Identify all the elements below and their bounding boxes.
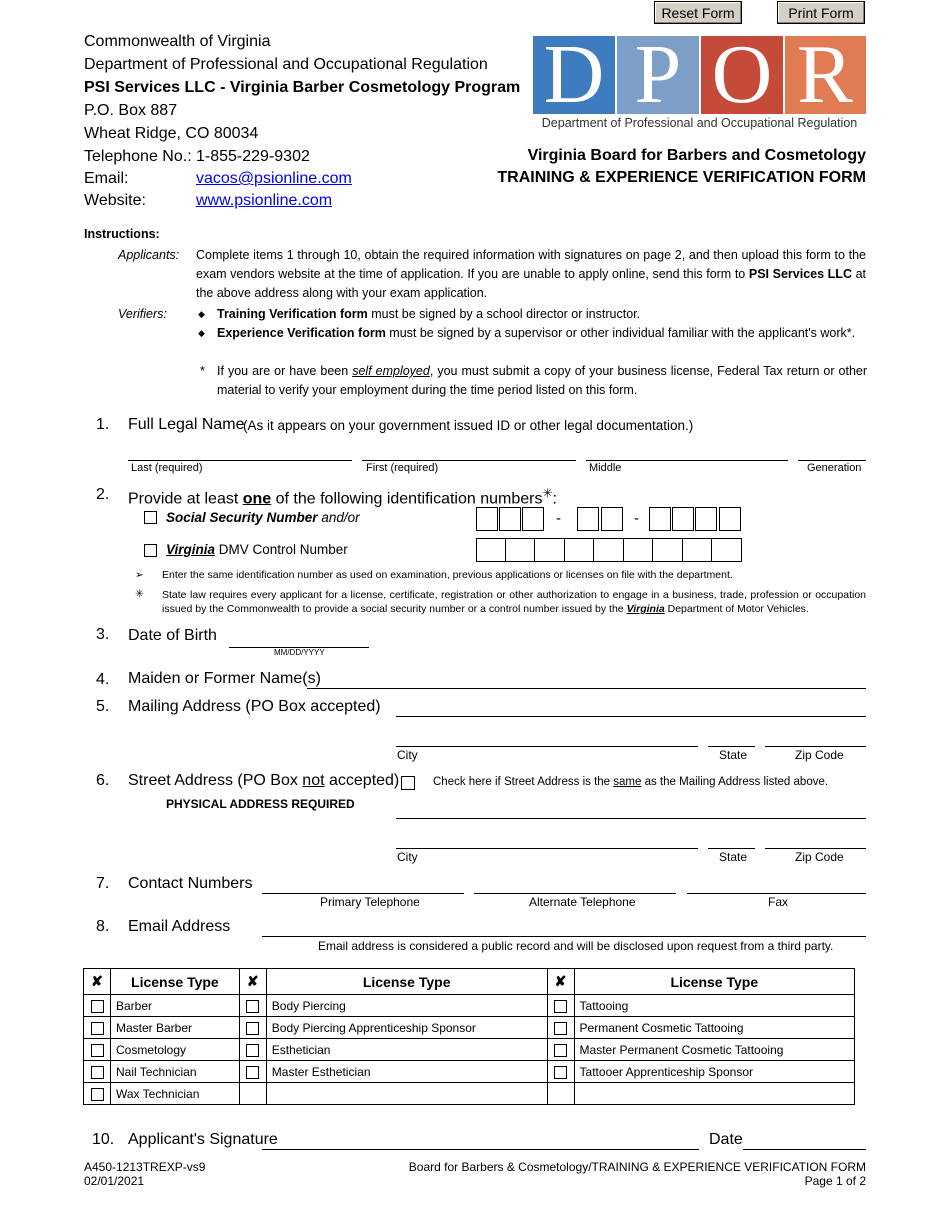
ssn-digit[interactable] — [695, 507, 717, 531]
ssn-digit[interactable] — [577, 507, 599, 531]
header-po-box: P.O. Box 887 — [84, 102, 178, 119]
license-checkbox[interactable] — [91, 1044, 104, 1057]
last-name-field[interactable] — [128, 460, 352, 461]
header-phone: 1-855-229-9302 — [196, 148, 310, 165]
ssn-label: Social Security Number and/or — [166, 510, 360, 525]
q7-number: 7. — [96, 875, 110, 892]
last-name-caption: Last (required) — [131, 462, 203, 474]
license-type-table — [83, 968, 855, 1105]
dpor-logo — [533, 36, 866, 114]
svg-text:P: P — [634, 36, 682, 114]
footer-form-name: Board for Barbers & Cosmetology/TRAINING & EXPERIENCE VERIFICATION FORM — [408, 1160, 866, 1174]
q7-label: Contact Numbers — [128, 875, 253, 892]
street-address-field[interactable] — [396, 818, 866, 819]
dmv-digit[interactable] — [505, 538, 535, 562]
street-city-field[interactable] — [396, 848, 698, 849]
ssn-dash: - — [556, 510, 561, 527]
q10-label: Applicant's Signature — [128, 1131, 278, 1148]
page-number: Page 1 of 2 — [804, 1174, 866, 1188]
dmv-digit[interactable] — [711, 538, 742, 562]
license-type-header: License Type — [574, 969, 854, 995]
svg-text:O: O — [711, 36, 773, 114]
form-code: A450-1213TREXP-vs9 — [84, 1160, 206, 1174]
license-option: Wax Technician — [111, 1083, 240, 1105]
license-checkbox[interactable] — [246, 1022, 259, 1035]
email-field[interactable] — [262, 936, 866, 937]
mailing-street-field[interactable] — [396, 716, 866, 717]
license-option: Nail Technician — [111, 1061, 240, 1083]
license-type-header: License Type — [266, 969, 547, 995]
signature-field[interactable] — [262, 1149, 699, 1150]
license-checkbox[interactable] — [554, 1044, 567, 1057]
dmv-checkbox[interactable] — [144, 544, 157, 557]
license-option: Body Piercing — [266, 995, 547, 1017]
street-state-caption: State — [719, 850, 748, 864]
license-option: Barber — [111, 995, 240, 1017]
q2-label: Provide at least one of the following identification numbers✳: — [128, 486, 557, 508]
license-checkbox[interactable] — [91, 1000, 104, 1013]
q4-label: Maiden or Former Name(s) — [128, 670, 321, 687]
header-website-link[interactable]: www.psionline.com — [196, 192, 333, 209]
applicants-text: Complete items 1 through 10, obtain the required information with signatures on page 2, and then upload this form to the exam vendors website at the time of application. If you are unable to apply online, send this form to PSI Services LLC at the above address along with your exam application. — [196, 248, 867, 300]
mailing-state-caption: State — [719, 748, 748, 762]
first-name-caption: First (required) — [366, 462, 439, 474]
license-checkbox[interactable] — [91, 1022, 104, 1035]
street-state-field[interactable] — [708, 848, 755, 849]
instructions-heading: Instructions: — [84, 227, 160, 241]
ssn-checkbox[interactable] — [144, 511, 157, 524]
q2-note1: Enter the same identification number as used on examination, previous applications or licenses on file with the department. — [162, 569, 733, 581]
ssn-dash: - — [634, 510, 639, 527]
license-option: Body Piercing Apprenticeship Sponsor — [266, 1017, 547, 1039]
svg-text:R: R — [796, 36, 854, 114]
q5-label: Mailing Address (PO Box accepted) — [128, 698, 381, 715]
ssn-digit[interactable] — [672, 507, 694, 531]
asterisk-icon: * — [200, 364, 205, 378]
generation-field[interactable] — [798, 460, 866, 461]
street-zip-field[interactable] — [765, 848, 866, 849]
applicants-label: Applicants: — [118, 248, 180, 262]
license-checkbox[interactable] — [91, 1066, 104, 1079]
board-title: Virginia Board for Barbers and Cosmetology — [527, 147, 866, 164]
dmv-label: Virginia DMV Control Number — [166, 542, 348, 557]
license-checkbox[interactable] — [246, 1066, 259, 1079]
q3-number: 3. — [96, 626, 110, 643]
q4-number: 4. — [96, 671, 110, 688]
verifiers-label: Verifiers: — [118, 307, 167, 321]
q5-number: 5. — [96, 698, 110, 715]
dob-hint: MM/DD/YYYY — [274, 648, 325, 657]
header-email-link[interactable]: vacos@psionline.com — [196, 170, 352, 187]
ssn-digit[interactable] — [499, 507, 521, 531]
header-commonwealth: Commonwealth of Virginia — [84, 33, 271, 50]
verifier-experience: Experience Verification form must be signed by a supervisor or other individual familiar with the applicant's work*. — [217, 326, 856, 340]
street-city-caption: City — [397, 850, 418, 864]
license-option: Cosmetology — [111, 1039, 240, 1061]
bullet-diamond-icon: ◆ — [198, 328, 205, 338]
dmv-digit[interactable] — [564, 538, 594, 562]
q3-label: Date of Birth — [128, 627, 217, 644]
license-option: Tattooing — [574, 995, 854, 1017]
ssn-digit[interactable] — [601, 507, 623, 531]
ssn-digit[interactable] — [522, 507, 544, 531]
mailing-city-field[interactable] — [396, 746, 698, 747]
form-title: TRAINING & EXPERIENCE VERIFICATION FORM — [497, 169, 866, 186]
alternate-phone-caption: Alternate Telephone — [529, 895, 636, 909]
license-option: Tattooer Apprenticeship Sponsor — [574, 1061, 854, 1083]
arrow-bullet-icon: ➢ — [135, 569, 144, 581]
footer-left — [84, 1160, 205, 1188]
middle-name-caption: Middle — [589, 462, 622, 474]
license-option: Master Barber — [111, 1017, 240, 1039]
q8-label: Email Address — [128, 918, 231, 935]
primary-phone-caption: Primary Telephone — [320, 895, 420, 909]
physical-address-required: PHYSICAL ADDRESS REQUIRED — [166, 797, 355, 811]
q1-label: Full Legal Name — [128, 416, 245, 433]
verifier-self-employed: If you are or have been self employed, you must submit a copy of your business license, Federal Tax return or other material to verify your employment during the time period listed on this form. — [217, 364, 868, 397]
primary-phone-field[interactable] — [262, 893, 464, 894]
table-row — [84, 1061, 855, 1083]
logo-caption: Department of Professional and Occupational Regulation — [541, 116, 858, 130]
fax-caption: Fax — [768, 895, 789, 909]
q1-number: 1. — [96, 416, 110, 433]
license-option: Master Permanent Cosmetic Tattooing — [574, 1039, 854, 1061]
table-row — [84, 995, 855, 1017]
first-name-field[interactable] — [362, 460, 576, 461]
header-program: PSI Services LLC - Virginia Barber Cosmetology Program — [84, 79, 521, 96]
dmv-digit[interactable] — [534, 538, 565, 562]
fax-field[interactable] — [687, 893, 866, 894]
ssn-digit[interactable] — [719, 507, 741, 531]
q2-number: 2. — [96, 486, 110, 503]
q10-number: 10. — [92, 1131, 115, 1148]
license-checkbox[interactable] — [554, 1022, 567, 1035]
svg-text:D: D — [543, 36, 605, 114]
table-row — [84, 1083, 855, 1105]
same-address-checkbox[interactable] — [401, 776, 415, 790]
street-zip-caption: Zip Code — [795, 850, 844, 864]
license-option: Master Esthetician — [266, 1061, 547, 1083]
former-name-field[interactable] — [307, 688, 866, 689]
middle-name-field[interactable] — [586, 460, 788, 461]
license-checkbox[interactable] — [554, 1066, 567, 1079]
license-checkbox[interactable] — [554, 1000, 567, 1013]
dmv-digit[interactable] — [682, 538, 712, 562]
table-row — [84, 1039, 855, 1061]
license-option: Esthetician — [266, 1039, 547, 1061]
header-email-label: Email: — [84, 170, 129, 187]
header-phone-label: Telephone No.: — [84, 148, 192, 165]
license-type-header: License Type — [111, 969, 240, 995]
dmv-digit[interactable] — [623, 538, 653, 562]
q2-note2: State law requires every applicant for a license, certificate, registration or other authorization to engage in a business, trade, profession or occupation issued by the Commonwealth to provide a social security number or a control number issued by the Virginia Department of Motor Vehicles. — [162, 589, 866, 615]
select-column-icon: ✘ — [239, 969, 266, 995]
ssn-digit[interactable] — [649, 507, 671, 531]
q6-label: Street Address (PO Box not accepted) — [128, 772, 400, 789]
footer-right — [409, 1160, 866, 1188]
license-option: Permanent Cosmetic Tattooing — [574, 1017, 854, 1039]
ssn-digit[interactable] — [476, 507, 498, 531]
dmv-digit[interactable] — [593, 538, 624, 562]
license-checkbox[interactable] — [91, 1088, 104, 1101]
dmv-digit[interactable] — [652, 538, 683, 562]
mailing-state-field[interactable] — [708, 746, 755, 747]
header-department: Department of Professional and Occupational Regulation — [84, 56, 488, 73]
table-row — [84, 1017, 855, 1039]
select-column-icon: ✘ — [84, 969, 111, 995]
select-column-icon: ✘ — [547, 969, 574, 995]
q6-number: 6. — [96, 772, 110, 789]
signature-date-field[interactable] — [743, 1149, 866, 1150]
date-label: Date — [709, 1131, 743, 1148]
same-address-label: Check here if Street Address is the same as the Mailing Address listed above. — [433, 776, 829, 788]
q1-note: (As it appears on your government issued ID or other legal documentation.) — [243, 418, 694, 433]
email-note: Email address is considered a public record and will be disclosed upon request from a third party. — [318, 939, 834, 953]
license-checkbox[interactable] — [246, 1044, 259, 1057]
header-website-label: Website: — [84, 192, 146, 209]
verifier-training: Training Verification form must be signed by a school director or instructor. — [217, 307, 641, 321]
alternate-phone-field[interactable] — [474, 893, 676, 894]
q8-number: 8. — [96, 918, 110, 935]
generation-caption: Generation — [807, 462, 862, 474]
bullet-diamond-icon: ◆ — [198, 309, 205, 319]
dmv-digit[interactable] — [476, 538, 506, 562]
license-checkbox[interactable] — [246, 1000, 259, 1013]
print-form-button[interactable]: Print Form — [777, 1, 865, 24]
mailing-zip-caption: Zip Code — [795, 748, 844, 762]
reset-form-button[interactable]: Reset Form — [654, 1, 742, 24]
mailing-zip-field[interactable] — [765, 746, 866, 747]
asterisk-mark-icon: ✳ — [135, 588, 144, 600]
header-city: Wheat Ridge, CO 80034 — [84, 125, 259, 142]
mailing-city-caption: City — [397, 748, 418, 762]
form-date: 02/01/2021 — [84, 1174, 145, 1188]
